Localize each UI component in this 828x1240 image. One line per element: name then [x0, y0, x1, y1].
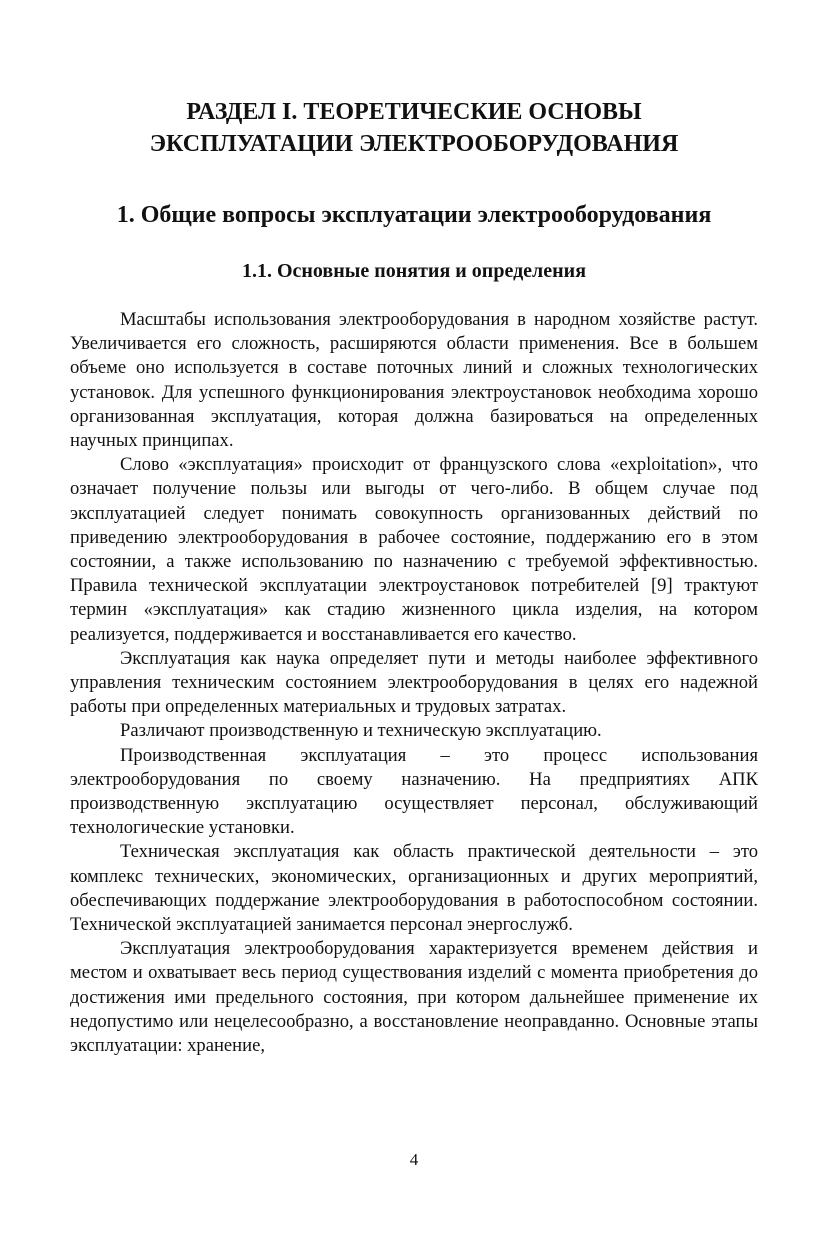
page-content [70, 96, 758, 1058]
section-title: 1.1. Основные понятия и определения [241, 260, 587, 282]
paragraph-4: Различают производственную и техническую эксплуатацию. [120, 720, 602, 742]
part-title-line-2: ЭКСПЛУАТАЦИИ ЭЛЕКТРООБОРУДОВАНИЯ [149, 131, 679, 157]
part-title-line-1: РАЗДЕЛ I. ТЕОРЕТИЧЕСКИЕ ОСНОВЫ [186, 99, 642, 125]
paragraph-3: Эксплуатация как наука определяет пути и методы наиболее эффективного управления техническим состоянием электрооборудования в целях его надежной работы при определенных материальных и трудовых затратах. [70, 647, 758, 718]
page-number: 4 [409, 1150, 419, 1169]
paragraph-7: Эксплуатация электрооборудования характеризуется временем действия и местом и охватывает весь период существования изделий с момента приобретения до достижения ими предельного состояния, при котором дальнейшее применение их недопустимо или нецелесообразно, а восстановление неоправданно. Основные этапы эксплуатации: хранение, [70, 938, 758, 1057]
chapter-title: 1. Общие вопросы эксплуатации электрооборудования [116, 202, 712, 228]
paragraph-1: Масштабы использования электрооборудования в народном хозяйстве растут. Увеличивается его сложность, расширяются области применения. Все в большем объеме оно используется в составе поточных линий и сложных технологических установок. Для успешного функционирования электроустановок необходима хорошо организованная эксплуатация, которая должна базироваться на определенных научных принципах. [70, 309, 758, 452]
paragraph-2: Слово «эксплуатация» происходит от французского слова «exploitation», что означает получение пользы или выгоды от чего-либо. В общем случае под эксплуатацией следует понимать совокупность организованных действий по приведению электрооборудования в рабочее состояние, поддержанию его в этом состоянии, а также использованию по назначению с требуемой эффективностью. Правила технической эксплуатации электроустановок потребителей [9] трактуют термин «эксплуатация» как стадию жизненного цикла изделия, на котором реализуется, поддерживается и восстанавливается его качество. [70, 454, 758, 645]
part-title [70, 96, 758, 160]
body-text [70, 308, 758, 1058]
paragraph-5: Производственная эксплуатация – это процесс использования электрооборудования по своему назначению. На предприятиях АПК производственную эксплуатацию осуществляет персонал, обслуживающий технологические установки. [70, 744, 758, 839]
paragraph-6: Техническая эксплуатация как область практической деятельности – это комплекс технических, экономических, организационных и других мероприятий, обеспечивающих поддержание электрооборудования в работоспособном состоянии. Технической эксплуатацией занимается персонал энергослужб. [70, 841, 758, 936]
